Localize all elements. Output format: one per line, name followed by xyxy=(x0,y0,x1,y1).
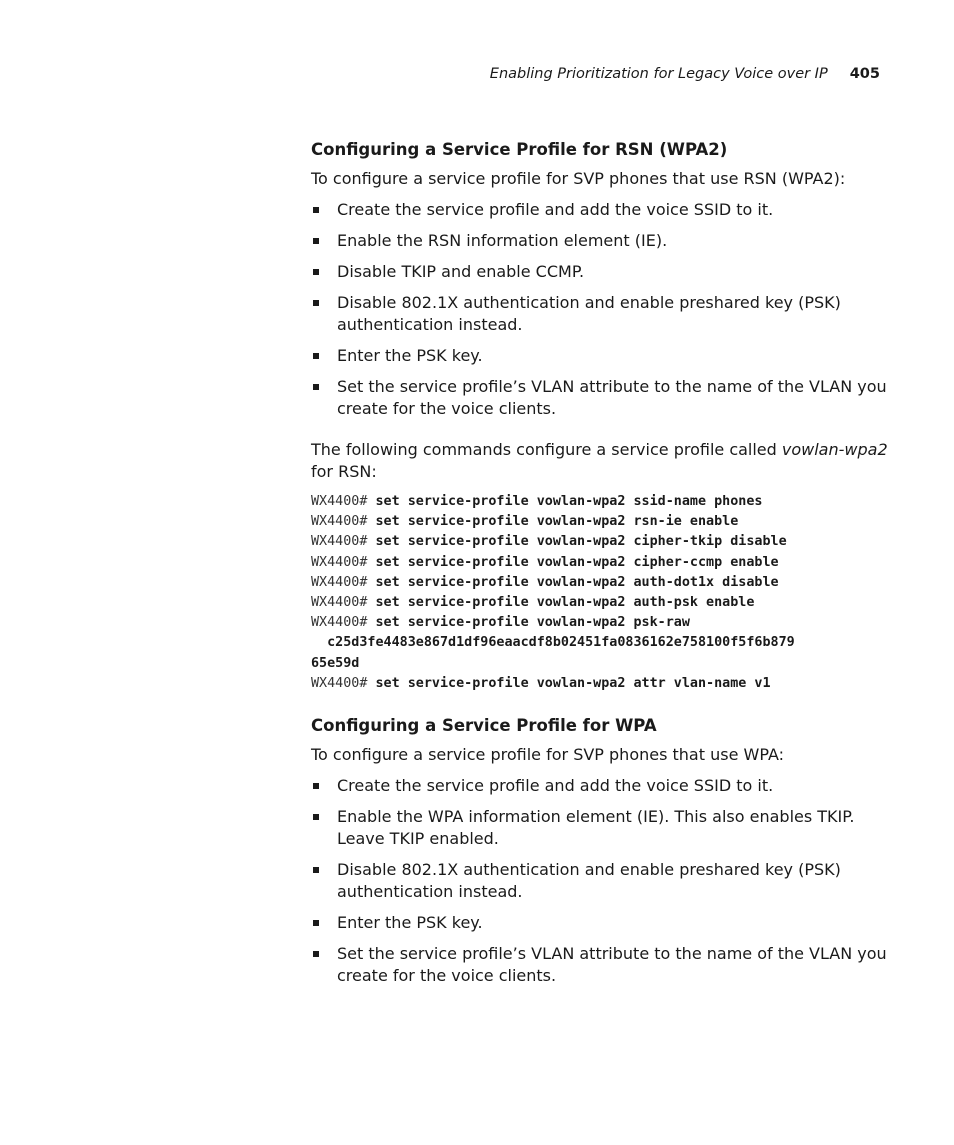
section-rsn xyxy=(311,139,901,694)
profile-name: vowlan-wpa2 xyxy=(781,440,888,459)
cli-command: set service-profile vowlan-wpa2 cipher-ccmp enable xyxy=(375,554,779,570)
rsn-intro: To configure a service profile for SVP phones that use RSN (WPA2): xyxy=(311,169,846,188)
page-number: 405 xyxy=(849,66,880,82)
cli-command: set service-profile vowlan-wpa2 psk-raw xyxy=(375,615,690,631)
example-pre-text: The following commands configure a service profile called xyxy=(311,440,782,459)
wpa-intro: To configure a service profile for SVP phones that use WPA: xyxy=(311,745,784,764)
command-line xyxy=(311,553,901,573)
list-item: Disable TKIP and enable CCMP. xyxy=(311,261,901,283)
command-line xyxy=(311,674,901,694)
wpa-bullet-list xyxy=(311,775,901,987)
psk-key-line: 65e59d xyxy=(311,655,360,671)
cli-prompt: WX4400# xyxy=(311,595,368,611)
running-title: Enabling Prioritization for Legacy Voice over IP xyxy=(489,66,828,82)
cli-prompt: WX4400# xyxy=(311,494,368,509)
section-heading-rsn: Configuring a Service Profile for RSN (WPA2) xyxy=(311,140,728,159)
command-line xyxy=(311,492,901,512)
list-item: Create the service profile and add the voice SSID to it. xyxy=(311,199,901,221)
cli-command: set service-profile vowlan-wpa2 cipher-tkip disable xyxy=(375,534,787,550)
section-heading-wpa: Configuring a Service Profile for WPA xyxy=(311,716,657,735)
command-line xyxy=(311,593,901,613)
command-line xyxy=(311,573,901,593)
cli-prompt: WX4400# xyxy=(311,514,368,530)
running-header xyxy=(490,66,880,82)
rsn-bullet-list xyxy=(311,199,901,420)
cli-prompt: WX4400# xyxy=(311,615,368,631)
list-item: Set the service profile’s VLAN attribute to the name of the VLAN you create for the voice clients. xyxy=(311,376,901,420)
cli-prompt: WX4400# xyxy=(311,574,368,590)
list-item: Enable the WPA information element (IE). This also enables TKIP. Leave TKIP enabled. xyxy=(311,806,901,850)
list-item: Enable the RSN information element (IE). xyxy=(311,230,901,252)
cli-command: set service-profile vowlan-wpa2 auth-dot1x disable xyxy=(375,574,779,590)
section-wpa xyxy=(311,715,901,987)
command-line xyxy=(311,512,901,532)
psk-key-line: c25d3fe4483e867d1df96eaacdf8b02451fa0836162e758100f5f6b879 xyxy=(311,635,795,651)
command-line xyxy=(311,532,901,552)
list-item: Disable 802.1X authentication and enable preshared key (PSK) authentication instead. xyxy=(311,292,901,336)
cli-prompt: WX4400# xyxy=(311,554,368,570)
list-item: Create the service profile and add the voice SSID to it. xyxy=(311,775,901,797)
example-post-text: for RSN: xyxy=(311,462,377,481)
command-block xyxy=(311,492,901,694)
cli-prompt: WX4400# xyxy=(311,534,368,550)
cli-prompt: WX4400# xyxy=(311,675,368,691)
cli-command: set service-profile vowlan-wpa2 attr vlan-name v1 xyxy=(375,675,771,691)
list-item: Enter the PSK key. xyxy=(311,345,901,367)
list-item: Disable 802.1X authentication and enable preshared key (PSK) authentication instead. xyxy=(311,859,901,903)
cli-command: set service-profile vowlan-wpa2 rsn-ie enable xyxy=(375,514,739,530)
list-item: Enter the PSK key. xyxy=(311,912,901,934)
cli-command: set service-profile vowlan-wpa2 ssid-name phones xyxy=(375,494,763,509)
list-item: Set the service profile’s VLAN attribute to the name of the VLAN you create for the voice clients. xyxy=(311,943,901,987)
rsn-example-intro xyxy=(311,439,901,483)
cli-command: set service-profile vowlan-wpa2 auth-psk enable xyxy=(375,595,755,611)
command-line xyxy=(311,613,901,633)
